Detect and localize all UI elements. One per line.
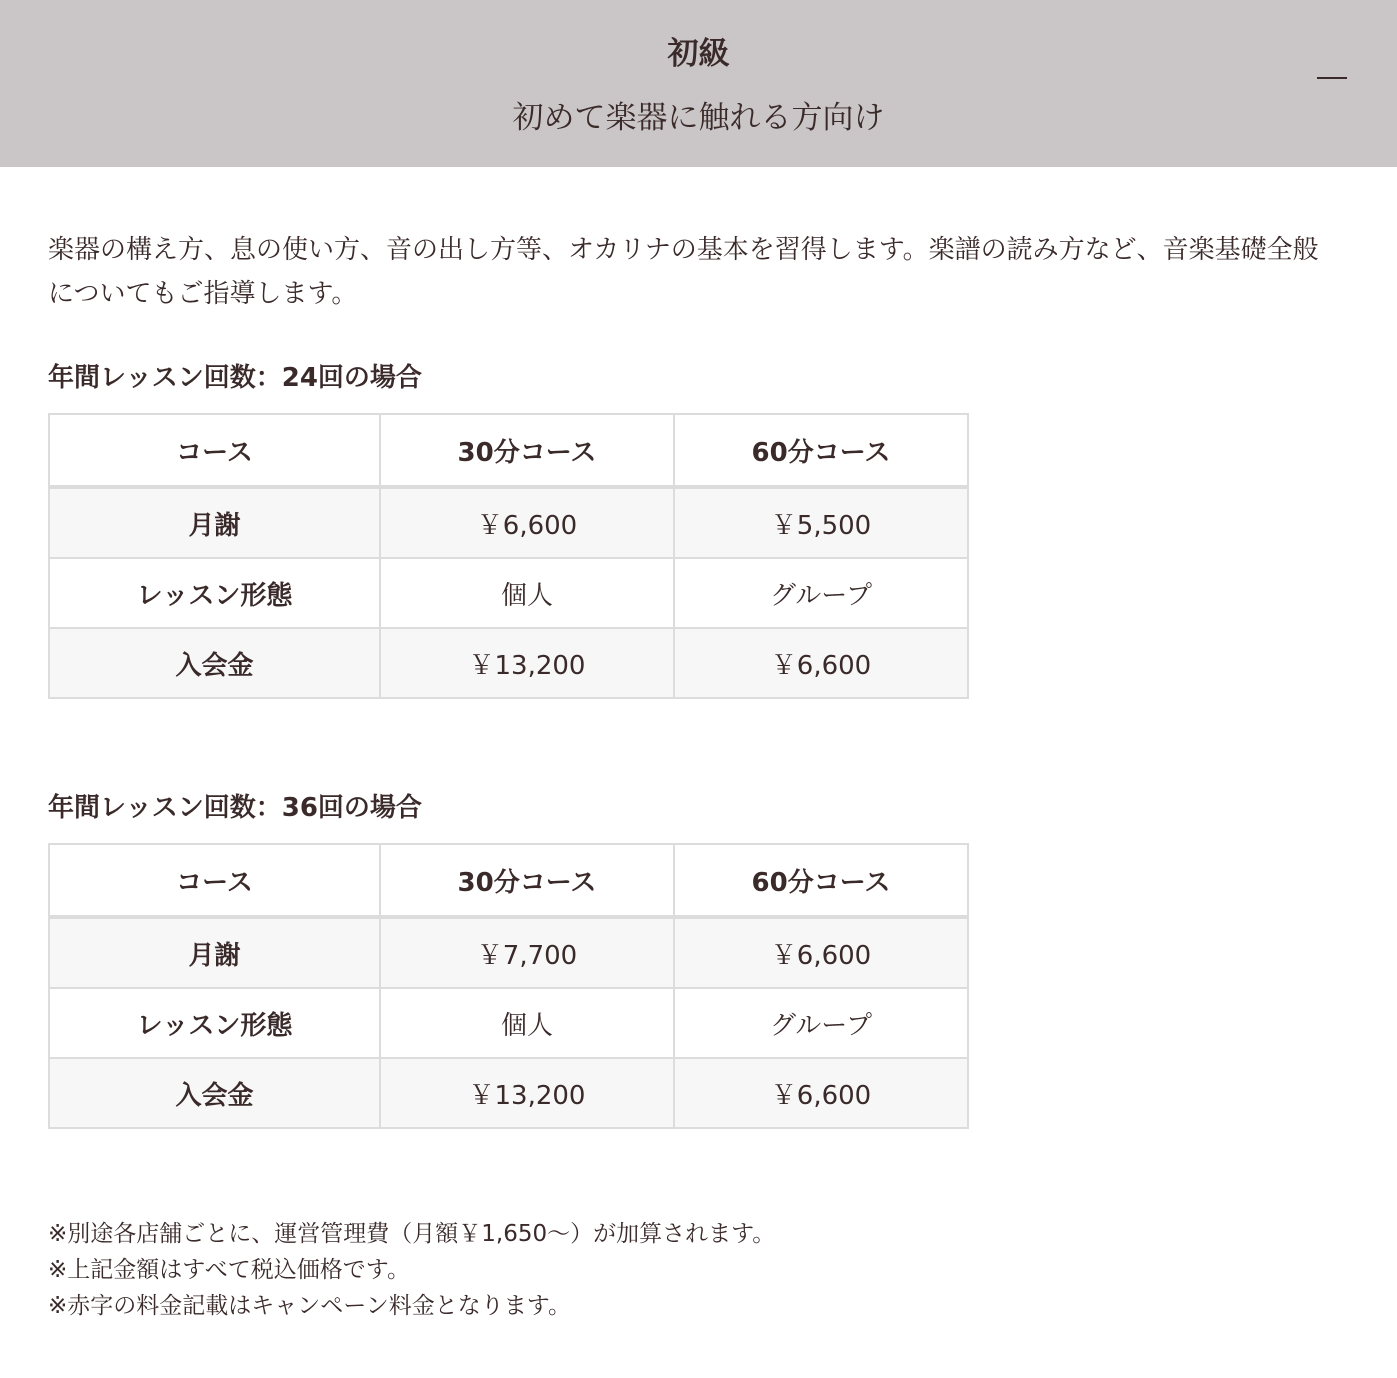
row-label-lesson-format: レッスン形態 [49, 988, 380, 1058]
row-label-lesson-format: レッスン形態 [49, 558, 380, 628]
cell-30min: 個人 [380, 558, 674, 628]
row-label-enrollment-fee: 入会金 [49, 628, 380, 698]
note-item: ※赤字の料金記載はキャンペーン料金となります。 [48, 1293, 571, 1319]
table-24-title: 年間レッスン回数：24回の場合 [48, 363, 422, 393]
table-row [49, 917, 968, 988]
accordion-content [48, 228, 1348, 1319]
column-header-course: コース [49, 414, 380, 487]
table-36-title: 年間レッスン回数：36回の場合 [48, 793, 422, 823]
table-row [49, 1058, 968, 1128]
notes [48, 1216, 775, 1324]
cell-30min: ￥13,200 [380, 1058, 674, 1128]
column-header-60min: 60分コース [674, 414, 968, 487]
row-label-monthly-fee: 月謝 [49, 917, 380, 988]
column-header-30min: 30分コース [380, 414, 674, 487]
price-table-36 [48, 843, 969, 1129]
column-header-course: コース [49, 844, 380, 917]
level-subtitle: 初めて楽器に触れる方向け [512, 100, 885, 136]
column-header-30min: 30分コース [380, 844, 674, 917]
minus-icon [1317, 77, 1347, 79]
collapse-toggle-button[interactable] [1315, 60, 1349, 94]
cell-30min: ￥6,600 [380, 487, 674, 558]
column-header-60min: 60分コース [674, 844, 968, 917]
cell-60min: ￥6,600 [674, 628, 968, 698]
cell-30min: ￥7,700 [380, 917, 674, 988]
row-label-monthly-fee: 月謝 [49, 487, 380, 558]
table-row [49, 628, 968, 698]
cell-30min: ￥13,200 [380, 628, 674, 698]
table-row [49, 487, 968, 558]
table-row [49, 988, 968, 1058]
cell-30min: 個人 [380, 988, 674, 1058]
cell-60min: ￥6,600 [674, 917, 968, 988]
row-label-enrollment-fee: 入会金 [49, 1058, 380, 1128]
note-item: ※上記金額はすべて税込価格です。 [48, 1257, 410, 1283]
table-header-row [49, 414, 968, 487]
note-item: ※別途各店舗ごとに、運営管理費（月額￥1,650～）が加算されます。 [48, 1221, 776, 1247]
cell-60min: グループ [674, 558, 968, 628]
course-description: 楽器の構え方、息の使い方、音の出し方等、オカリナの基本を習得します。楽譜の読み方など、音楽基礎全般についてもご指導します。 [48, 235, 1319, 309]
cell-60min: ￥6,600 [674, 1058, 968, 1128]
table-row [49, 558, 968, 628]
cell-60min: ￥5,500 [674, 487, 968, 558]
cell-60min: グループ [674, 988, 968, 1058]
table-header-row [49, 844, 968, 917]
level-title: 初級 [667, 36, 730, 72]
accordion-header[interactable] [0, 0, 1397, 167]
price-table-24 [48, 413, 969, 699]
